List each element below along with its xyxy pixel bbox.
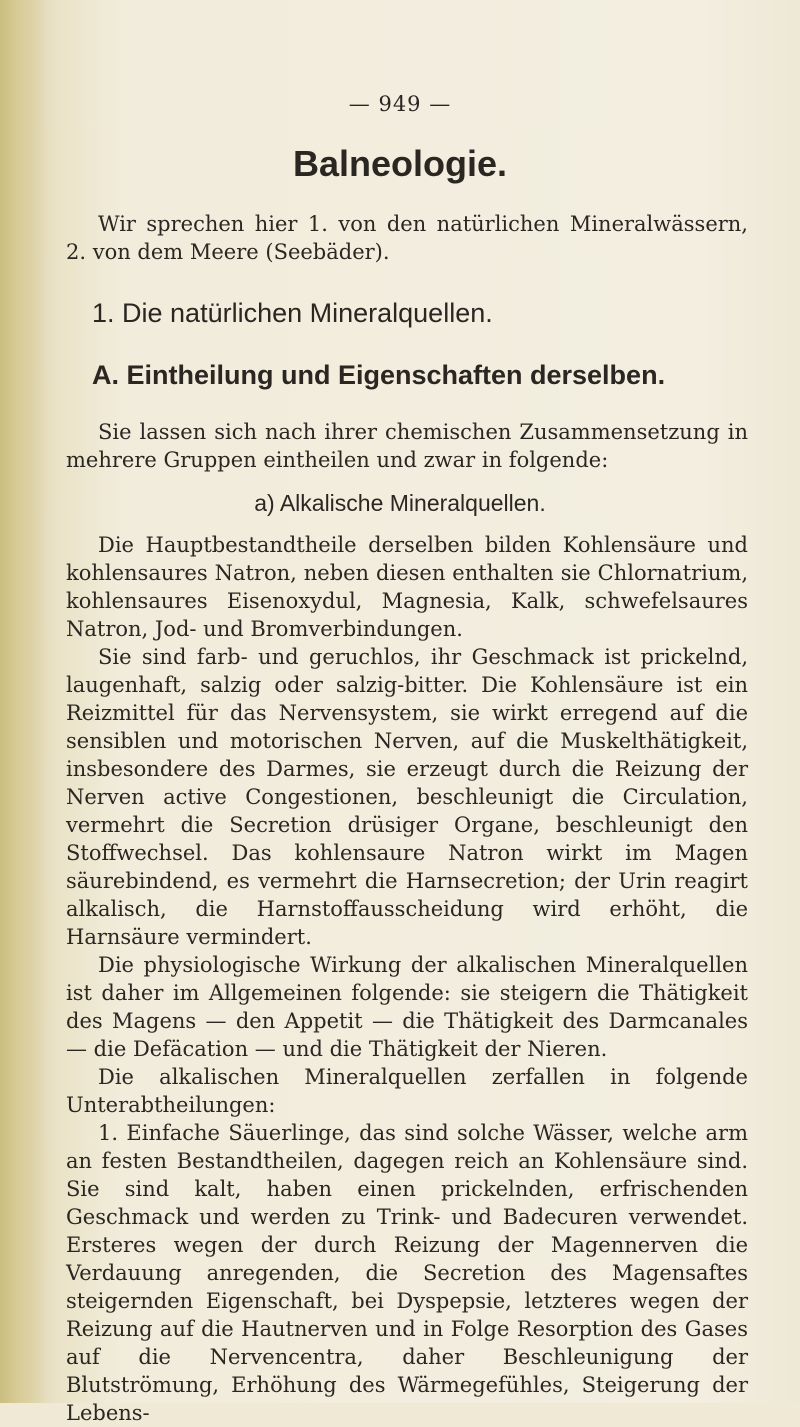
section-heading-a: A. Eintheilung und Eigenschaften derselben. — [92, 360, 666, 390]
paragraph-physiological-effect: Die physiologische Wirkung der alkalischen Mineralquellen ist daher im Allgemeinen folgende: sie steigern die Thätigkeit des Magens — den Appetit — die Thätigkeit des Darmcanales — die Defäcation — und die Thätigkeit der Nieren. — [66, 953, 748, 1061]
paragraph-constituents: Die Hauptbestandtheile derselben bilden Kohlensäure und kohlensaures Natron, neben diesen enthalten sie Chlornatrium, kohlensaures Eisenoxydul, Magnesia, Kalk, schwefelsaures Natron, Jod- und Bromverbindungen. — [66, 533, 748, 641]
intro-paragraph: Wir sprechen hier 1. von den natürlichen Mineralwässern, 2. von dem Meere (Seebäder). — [66, 212, 748, 264]
section-a-paragraph: Sie lassen sich nach ihrer chemischen Zusammensetzung in mehrere Gruppen eintheilen und zwar in folgende: — [66, 420, 748, 472]
page-title: Balneologie. — [292, 143, 508, 184]
page-binding-edge — [0, 0, 48, 1403]
subsection-heading-alkaline: a) Alkalische Mineralquellen. — [254, 490, 546, 516]
section-heading-1: 1. Die natürlichen Mineralquellen. — [92, 298, 493, 328]
paragraph-properties: Sie sind farb- und geruchlos, ihr Geschmack ist prickelnd, laugenhaft, salzig oder salzig-bitter. Die Kohlensäure ist ein Reizmittel für das Nervensystem, sie wirkt erregend auf die sensiblen und motorischen Nerven, auf die Muskelthätigkeit, insbesondere des Darmes, sie erzeugt durch die Reizung der Nerven active Congestionen, beschleunigt die Circulation, vermehrt die Secretion drüsiger Organe, beschleunigt den Stoffwechsel. Das kohlensaure Natron wirkt im Magen säurebindend, es vermehrt die Harnsecretion; der Urin reagirt alkalisch, die Harnstoffausscheidung wird erhöht, die Harnsäure vermindert. — [66, 645, 748, 949]
page-number: — 949 — — [348, 92, 452, 116]
paragraph-simple-acidulous: 1. Einfache Säuerlinge, das sind solche Wässer, welche arm an festen Bestandtheilen, dagegen reich an Kohlensäure sind. Sie sind kalt, haben einen prickelnden, erfrischenden Geschmack und werden zu Trink- und Badecuren verwendet. Ersteres wegen der durch Reizung der Magennerven die Verdauung anregenden, die Secretion des Magensaftes steigernden Eigenschaft, bei Dyspepsie, letzteres wegen der Reizung auf die Hautnerven und in Folge Resorption des Gases auf die Nervencentra, daher Beschleunigung der Blutströmung, Erhöhung des Wärmegefühles, Steigerung der Lebens- — [66, 1121, 748, 1425]
body-text — [66, 531, 748, 1427]
paragraph-subdivisions: Die alkalischen Mineralquellen zerfallen in folgende Unterabtheilungen: — [66, 1065, 748, 1117]
